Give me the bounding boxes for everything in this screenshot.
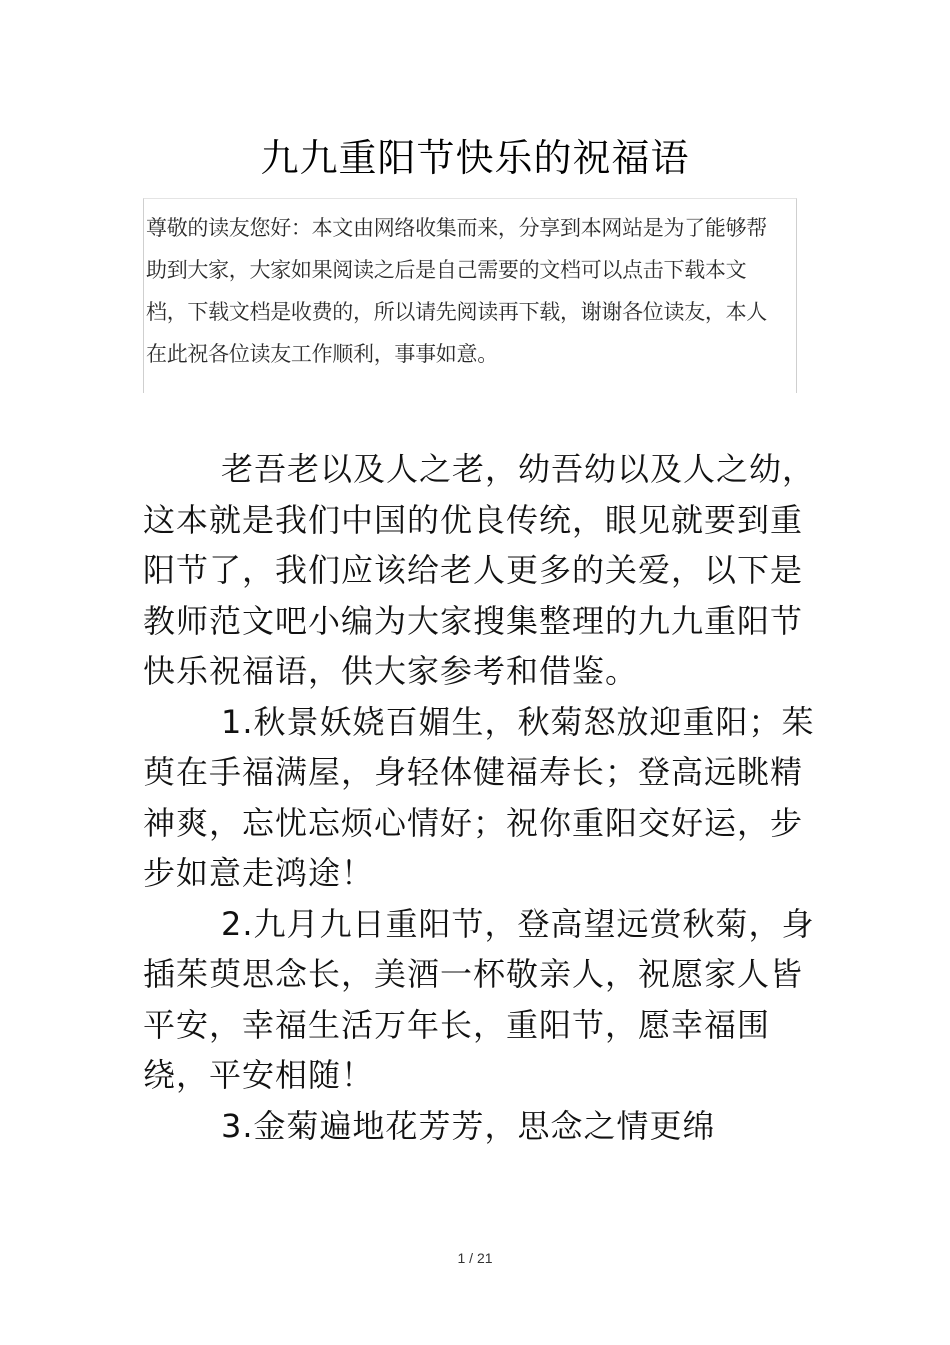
body-paragraph-3: 3.金菊遍地花芳芳，思念之情更绵 — [221, 1106, 716, 1145]
body-paragraph-intro: 老吾老以及人之老，幼吾幼以及人之幼，这本就是我们中国的优良传统，眼见就要到重阳节了，我们应该给老人更多的关爱，以下是教师范文吧小编为大家搜集整理的九九重阳节快乐祝福语，供大家参考和借鉴。 — [143, 450, 816, 690]
body-paragraph-1: 1.秋景妖娆百媚生，秋菊怒放迎重阳；茱萸在手福满屋，身轻体健福寿长；登高远眺精神爽，忘忧忘烦心情好；祝你重阳交好运，步步如意走鸿途！ — [143, 702, 815, 892]
document-body — [143, 444, 833, 1151]
document-title: 九九重阳节快乐的祝福语 — [260, 136, 690, 180]
reader-notice-box: 尊敬的读友您好：本文由网络收集而来，分享到本网站是为了能够帮助到大家，大家如果阅读之后是自己需要的文档可以点击下载本文档，下载文档是收费的，所以请先阅读再下载，谢谢各位读友，本人在此祝各位读友工作顺利，事事如意。 — [143, 198, 797, 393]
page-indicator: 1 / 21 — [457, 1250, 493, 1266]
body-paragraph-2: 2.九月九日重阳节，登高望远赏秋菊，身插茱萸思念长，美酒一杯敬亲人，祝愿家人皆平安，幸福生活万年长，重阳节，愿幸福围绕，平安相随！ — [143, 904, 815, 1094]
